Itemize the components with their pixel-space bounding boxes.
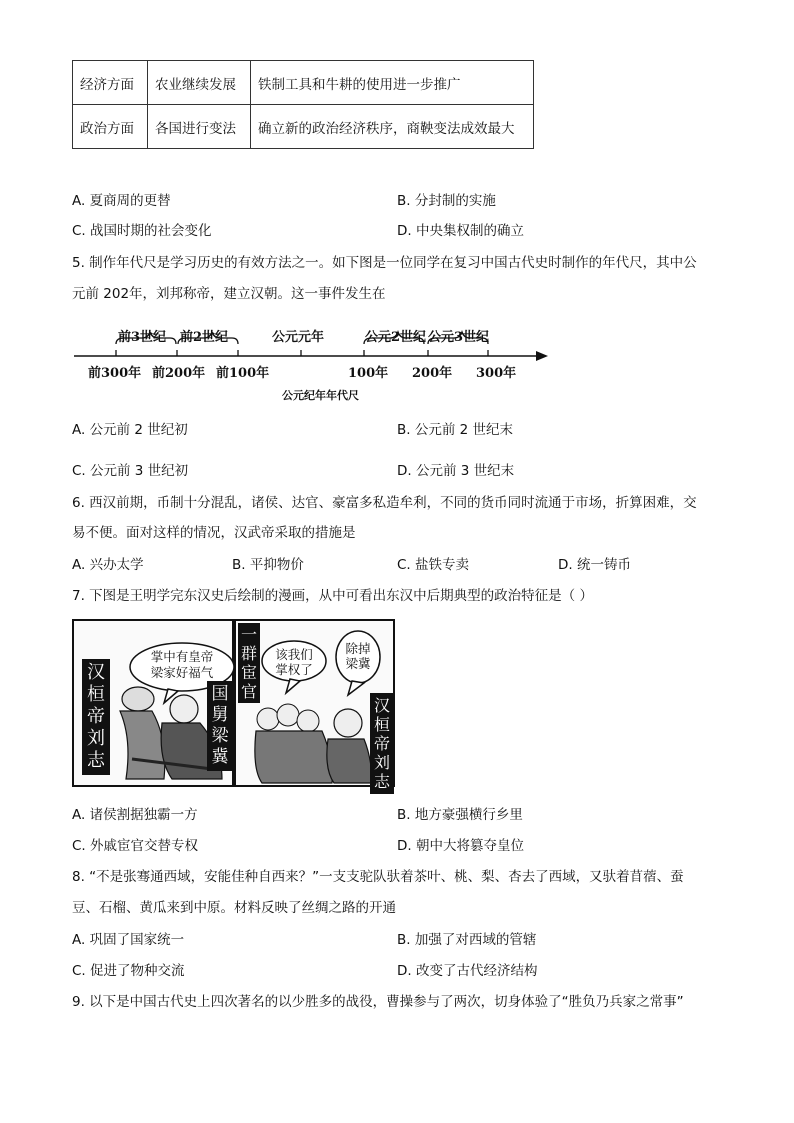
table-cell: 确立新的政治经济秩序，商鞅变法成效最大 (251, 105, 534, 149)
cartoon-figure (72, 619, 395, 791)
q6-stem-line2: 易不便。面对这样的情况，汉武帝采取的措施是 (72, 525, 356, 541)
q7-option-a[interactable]: A. 诸侯割据独霸一方 (72, 807, 198, 823)
timeline-caption: 公元纪年年代尺 (282, 389, 359, 402)
q6-option-c[interactable]: C. 盐铁专卖 (397, 557, 470, 573)
table-cell: 政治方面 (73, 105, 148, 149)
cartoon-bubble-right1 (268, 647, 320, 677)
q4-option-c[interactable]: C. 战国时期的社会变化 (72, 223, 212, 239)
bubble-text: 该我们 (275, 647, 313, 662)
century-label: 前2世纪 (180, 330, 229, 345)
q8-stem-line1: 8. “不是张骞通西域，安能佳种自西来？”一支支驼队驮着茶叶、桃、梨、杏去了西域，又驮着苜蓿、蚕 (72, 869, 684, 885)
q5-option-b[interactable]: B. 公元前 2 世纪末 (397, 422, 514, 438)
q6-option-b[interactable]: B. 平抑物价 (232, 557, 304, 573)
q8-option-c[interactable]: C. 促进了物种交流 (72, 963, 185, 979)
bubble-text: 掌中有皇帝 (150, 649, 214, 664)
cartoon-bubble-left (142, 649, 222, 681)
q4-option-a[interactable]: A. 夏商周的更替 (72, 193, 171, 209)
q4-option-d[interactable]: D. 中央集权制的确立 (397, 223, 524, 239)
cartoon-label-emperor-right: 汉桓帝刘志 (370, 693, 394, 794)
q7-option-b[interactable]: B. 地方豪强横行乡里 (397, 807, 523, 823)
q5-option-a[interactable]: A. 公元前 2 世纪初 (72, 422, 188, 438)
tick-label: 前300年 (88, 366, 142, 381)
q4-option-b[interactable]: B. 分封制的实施 (397, 193, 496, 209)
cartoon-bubble-right2 (340, 641, 376, 671)
tick-label: 300年 (476, 366, 517, 381)
q7-stem-line1: 7. 下图是王明学完东汉史后绘制的漫画，从中可看出东汉中后期典型的政治特征是（ ） (72, 588, 593, 604)
table-cell: 经济方面 (73, 61, 148, 105)
q8-option-b[interactable]: B. 加强了对西域的管辖 (397, 932, 537, 948)
table-cell: 各国进行变法 (148, 105, 251, 149)
bubble-text: 梁冀 (345, 656, 371, 671)
table-cell: 铁制工具和牛耕的使用进一步推广 (251, 61, 534, 105)
q5-option-c[interactable]: C. 公元前 3 世纪初 (72, 463, 189, 479)
q6-option-a[interactable]: A. 兴办太学 (72, 557, 144, 573)
table-cell: 农业继续发展 (148, 61, 251, 105)
tick-label: 前200年 (152, 366, 206, 381)
info-table (72, 60, 534, 149)
q6-option-d[interactable]: D. 统一铸币 (558, 557, 631, 573)
q9-stem-line1: 9. 以下是中国古代史上四次著名的以少胜多的战役，曹操参与了两次，切身体验了“胜负乃兵家之常事” (72, 994, 684, 1010)
century-label: 前3世纪 (118, 330, 167, 345)
table-row (73, 105, 534, 149)
bubble-text: 除掉 (345, 641, 371, 656)
tick-label: 前100年 (216, 366, 270, 381)
q6-stem-line1: 6. 西汉前期，币制十分混乱，诸侯、达官、豪富多私造牟利，不同的货币同时流通于市场，折算困难，交 (72, 495, 697, 511)
q5-option-d[interactable]: D. 公元前 3 世纪末 (397, 463, 515, 479)
q8-stem-line2: 豆、石榴、黄瓜来到中原。材料反映了丝绸之路的开通 (72, 900, 396, 916)
cartoon-label-eunuchs: 一群宦官 (238, 623, 260, 703)
century-label: 公元2世纪 (365, 330, 427, 345)
q7-option-c[interactable]: C. 外戚宦官交替专权 (72, 838, 199, 854)
q8-option-d[interactable]: D. 改变了古代经济结构 (397, 963, 538, 979)
cartoon-label-liangji: 国舅梁冀 (207, 681, 233, 771)
bubble-text: 掌权了 (275, 662, 313, 677)
table-row (73, 61, 534, 105)
century-label: 公元元年 (272, 330, 325, 345)
bubble-text: 梁家好福气 (150, 665, 214, 680)
cartoon-label-emperor: 汉桓帝刘志 (82, 659, 110, 775)
tick-label: 100年 (348, 366, 389, 381)
q7-option-d[interactable]: D. 朝中大将篡夺皇位 (397, 838, 524, 854)
tick-label: 200年 (412, 366, 453, 381)
q5-stem-line2: 元前 202年，刘邦称帝，建立汉朝。这一事件发生在 (72, 286, 386, 302)
q5-stem-line1: 5. 制作年代尺是学习历史的有效方法之一。如下图是一位同学在复习中国古代史时制作的年代尺，其中公 (72, 255, 697, 271)
arrow-icon (536, 351, 548, 361)
q8-option-a[interactable]: A. 巩固了国家统一 (72, 932, 185, 948)
century-label: 公元3世纪 (428, 330, 490, 345)
